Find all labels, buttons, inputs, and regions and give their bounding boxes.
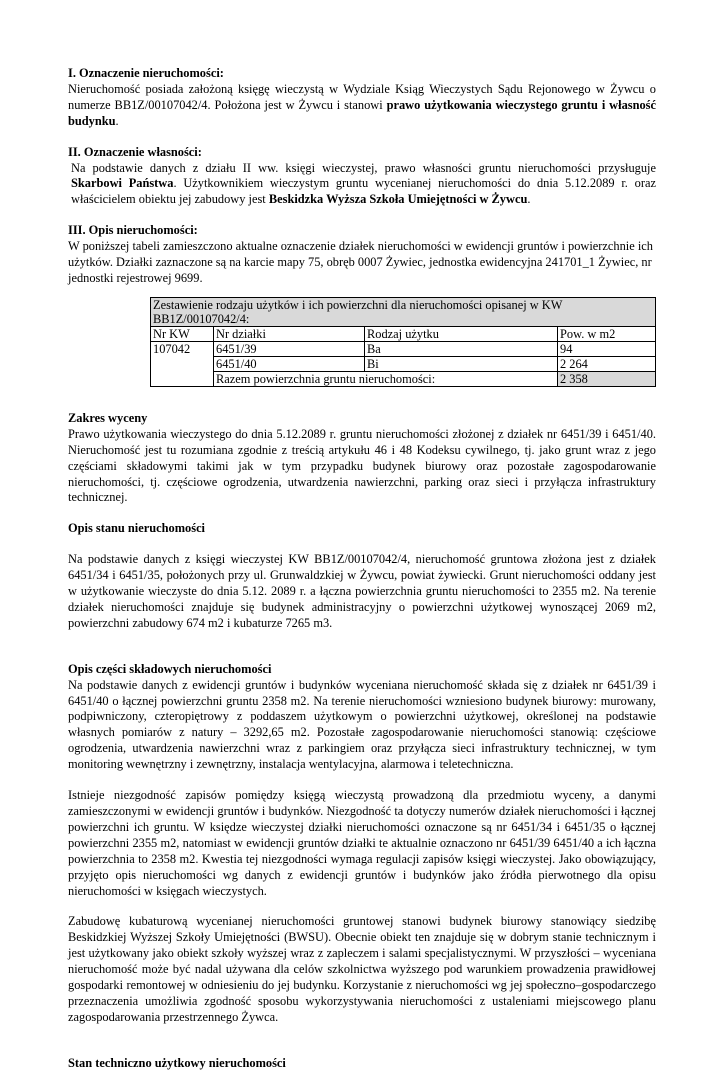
bold-text: Skarbowi Państwa — [71, 176, 174, 191]
table-sum-label: Razem powierzchnia gruntu nieruchomości: — [214, 371, 558, 386]
section-oznaczenie-nieruchomosci — [68, 66, 656, 130]
text-span: Na podstawie danych z działu II ww. księgi wieczystej, prawo własności gruntu nieruchomości przysługuje — [71, 160, 656, 175]
document-page — [68, 66, 656, 1072]
section-zakres-wyceny — [68, 411, 656, 506]
table-header: Rodzaj użytku — [365, 326, 558, 341]
text-span: . — [527, 192, 531, 207]
section-oznaczenie-wlasnosci — [68, 145, 656, 209]
table-sum-value: 2 358 — [558, 371, 656, 386]
table-cell: 107042 — [151, 341, 214, 356]
section-heading: Opis stanu nieruchomości — [68, 521, 206, 536]
section-heading: I. Oznaczenie nieruchomości: — [68, 66, 224, 80]
section-opis-stanu — [68, 521, 656, 631]
section-heading: II. Oznaczenie własności: — [68, 144, 202, 159]
table-cell — [151, 371, 214, 386]
table-cell: Bi — [365, 356, 558, 371]
section-text: W poniższej tabeli zamieszczono aktualne oznaczenie działek nieruchomości w ewidencji gruntów i powierzchnie ich użytków. Działki zaznaczone są na karcie mapy 75, obręb 0007 Żywiec, jednostka ewidencyjna 241701_1 Żywiec, nr jednostki rejestrowej 9699. — [68, 239, 653, 285]
table-header: Nr KW — [151, 326, 214, 341]
section-heading: Zakres wyceny — [68, 410, 148, 425]
table-cell: 94 — [558, 341, 656, 356]
bold-text: prawo użytkowania wieczystego gruntu i własność budynku — [68, 97, 656, 128]
table-header: Nr działki — [214, 326, 365, 341]
table-cell: 2 264 — [558, 356, 656, 371]
table-cell — [151, 356, 214, 371]
section-text: Zabudowę kubaturową wycenianej nieruchomości gruntowej stanowi budynek biurowy stanowiący siedzibę Beskidzkiej Wyższej Szkoły Umiejętności (BWSU). Obecnie obiekt ten znajduje się w dobrym stanie technicznym i jest użytkowany jako obiekt szkoły wyższej wraz z zapleczem i salami specjalistycznymi. W przyszłości – wyceniana nieruchomość może być nadal używana dla celów szkolnictwa wyższego pod warunkiem prowadzenia prawidłowej gospodarki remontowej w odniesieniu do jej budynku. Korzystanie z nieruchomości wg jej społeczno–gospodarczego przeznaczenia umożliwia zgodność sposobu wykorzystywania nieruchomości z ustaleniami miejscowego planu zagospodarowania przestrzennego Żywca. — [68, 914, 656, 1024]
table-cell: 6451/40 — [214, 356, 365, 371]
table-cell: Ba — [365, 341, 558, 356]
section-opis-nieruchomosci — [68, 223, 656, 287]
section-heading: Opis części składowych nieruchomości — [68, 661, 272, 676]
bold-text: Beskidzka Wyższa Szkoła Umiejętności w Żywcu — [268, 192, 528, 207]
section-text — [68, 161, 656, 209]
text-span: . — [115, 113, 119, 128]
section-text: Istnieje niezgodność zapisów pomiędzy księgą wieczystą prowadzoną dla przedmiotu wyceny, a danymi zamieszczonymi w ewidencji gruntów i budynków. Niezgodność ta dotyczy numerów działek nieruchomości i łącznej powierzchni ich gruntu. W księdze wieczystej działki nieruchomości oznaczone są nr 6451/34 i 6451/35 o łącznej powierzchni 2355 m2, natomiast w ewidencji gruntów działki te aktualnie oznaczono nr 6451/39 6451/40 a ich łączna powierzchnia to 2358 m2. Kwestia tej niezgodności wymaga regulacji zapisów księgi wieczystej. Jako obowiązujący, przyjęto opis nieruchomości wg danych z ewidencji gruntów i budynków jako źródła pierwotnego dla opisu nieruchomości w księgach wieczystych. — [68, 788, 656, 898]
land-use-table — [150, 297, 656, 387]
text-span: . Użytkownikiem wieczystym gruntu wycenianej nieruchomości do dnia 5.12.2089 r. oraz właścicielem obiektu jej zabudowy jest — [71, 176, 656, 207]
section-heading: III. Opis nieruchomości: — [68, 223, 198, 238]
section-heading: Stan techniczno użytkowy nieruchomości — [68, 1055, 286, 1070]
section-czesci-skladowe — [68, 662, 656, 1026]
section-text: Na podstawie danych z księgi wieczystej KW BB1Z/00107042/4, nieruchomość gruntowa złożona jest z działek 6451/34 i 6451/35, położonych przy ul. Grunwaldzkiej w Żywcu, powiat żywiecki. Grunt nieruchomości oddany jest w użytkowanie wieczyste do dnia 5.12. 2089 r. a łączna powierzchnia gruntu nieruchomości to 2355 m2. Na terenie działek nieruchomości znajduje się budynek administracyjny o powierzchni użytkowej wynoszącej 2069 m2, powierzchni zabudowy 674 m2 i kubaturze 7265 m3. — [68, 552, 656, 630]
table-cell: 6451/39 — [214, 341, 365, 356]
section-text: Prawo użytkowania wieczystego do dnia 5.12.2089 r. gruntu nieruchomości złożonej z działek nr 6451/39 i 6451/40. Nieruchomość jest tu rozumiana zgodnie z treścią artykułu 46 i 48 Kodeksu cywilnego, tj. jako grunt wraz z jego częściami składowymi takimi jak w tym przypadku budynek biurowy oraz pozostałe zagospodarowanie nieruchomości, tj. częściowe ogrodzenia, utwardzenia nawierzchni, parking oraz sieci i przyłącza infrastruktury technicznej. — [68, 426, 656, 505]
table-caption: Zestawienie rodzaju użytków i ich powierzchni dla nieruchomości opisanej w KW BB1Z/00107042/4: — [151, 297, 656, 326]
table-header-row — [151, 326, 656, 341]
section-stan-techniczny — [68, 1056, 656, 1072]
table-row — [151, 356, 656, 371]
table-sum-row — [151, 371, 656, 386]
text-span: Nieruchomość posiada założoną księgę wieczystą w Wydziale Ksiąg Wieczystych Sądu Rejonowego w Żywcu o numerze BB1Z/00107042/4. Położona jest w Żywcu i stanowi — [68, 81, 656, 112]
section-text: Na podstawie danych z ewidencji gruntów i budynków wyceniana nieruchomość składa się z działek nr 6451/39 i 6451/40 o łącznej powierzchni gruntu 2358 m2. Na terenie nieruchomości wzniesiono budynek biurowy: murowany, podpiwniczony, czteropiętrowy z poddaszem użytkowym o powierzchni użytkowej, określonej na podstawie własnych pomiarów z natury – 3292,65 m2. Pozostałe zagospodarowanie nieruchomości stanowią: częściowe ogrodzenia, utwardzenia nawierzchni wraz z parkingiem oraz przyłącza sieci infrastruktury technicznej, w tym monitoring wewnętrzny i zewnętrzny, instalacja wentylacyjna, alarmowa i teletechniczna. — [68, 677, 656, 772]
section-text — [68, 82, 656, 130]
table-row — [151, 341, 656, 356]
table-header: Pow. w m2 — [558, 326, 656, 341]
